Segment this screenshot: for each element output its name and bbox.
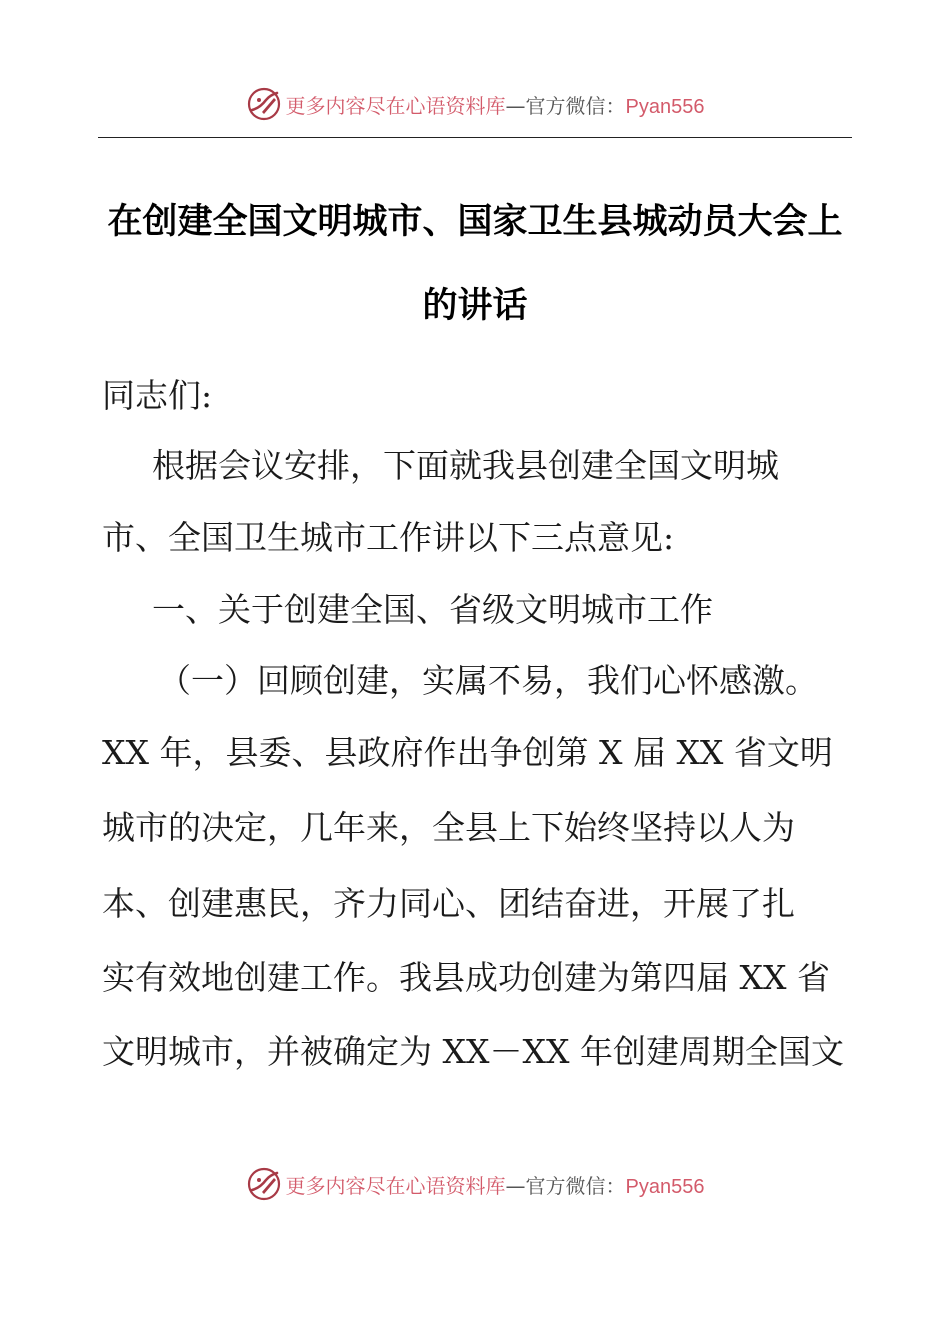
header-brand: 更多内容尽在心语资料库 bbox=[285, 93, 506, 118]
header-banner bbox=[0, 74, 950, 134]
body-line: 城市的决定，几年来，全县上下始终坚持以人为 bbox=[102, 808, 795, 847]
document-title bbox=[98, 180, 852, 348]
header-wechat-label: 官方微信： bbox=[525, 93, 626, 118]
body-line: 实有效地创建工作。我县成功创建为第四届 XX 省 bbox=[102, 958, 830, 997]
header-wechat-handle: Pyan556 bbox=[625, 95, 705, 118]
salutation: 同志们: bbox=[102, 376, 213, 415]
footer-separator: — bbox=[505, 1173, 526, 1198]
body-line: 根据会议安排，下面就我县创建全国文明城 bbox=[152, 446, 779, 485]
header-divider bbox=[98, 137, 852, 138]
subsection-heading: （一）回顾创建，实属不易，我们心怀感激。 bbox=[158, 661, 818, 700]
footer-brand: 更多内容尽在心语资料库 bbox=[285, 1173, 506, 1198]
section-heading: 一、关于创建全国、省级文明城市工作 bbox=[152, 590, 713, 629]
body-line: XX 年，县委、县政府作出争创第 X 届 XX 省文明 bbox=[102, 733, 833, 772]
pen-logo-icon bbox=[246, 86, 282, 122]
title-line-1: 在创建全国文明城市、国家卫生县城动员大会上 bbox=[107, 202, 843, 242]
footer-wechat-handle: Pyan556 bbox=[625, 1175, 705, 1198]
footer-text bbox=[286, 1170, 705, 1199]
body-line: 文明城市，并被确定为 XX－XX 年创建周期全国文 bbox=[102, 1032, 844, 1071]
body-line: 市、全国卫生城市工作讲以下三点意见: bbox=[102, 518, 675, 557]
body-line: 本、创建惠民，齐力同心、团结奋进，开展了扎 bbox=[102, 884, 795, 923]
title-line-2: 的讲话 bbox=[422, 286, 528, 326]
footer-wechat-label: 官方微信： bbox=[525, 1173, 626, 1198]
footer-banner bbox=[0, 1154, 950, 1214]
header-text bbox=[286, 90, 705, 119]
header-separator: — bbox=[505, 93, 526, 118]
pen-logo-icon bbox=[246, 1166, 282, 1202]
